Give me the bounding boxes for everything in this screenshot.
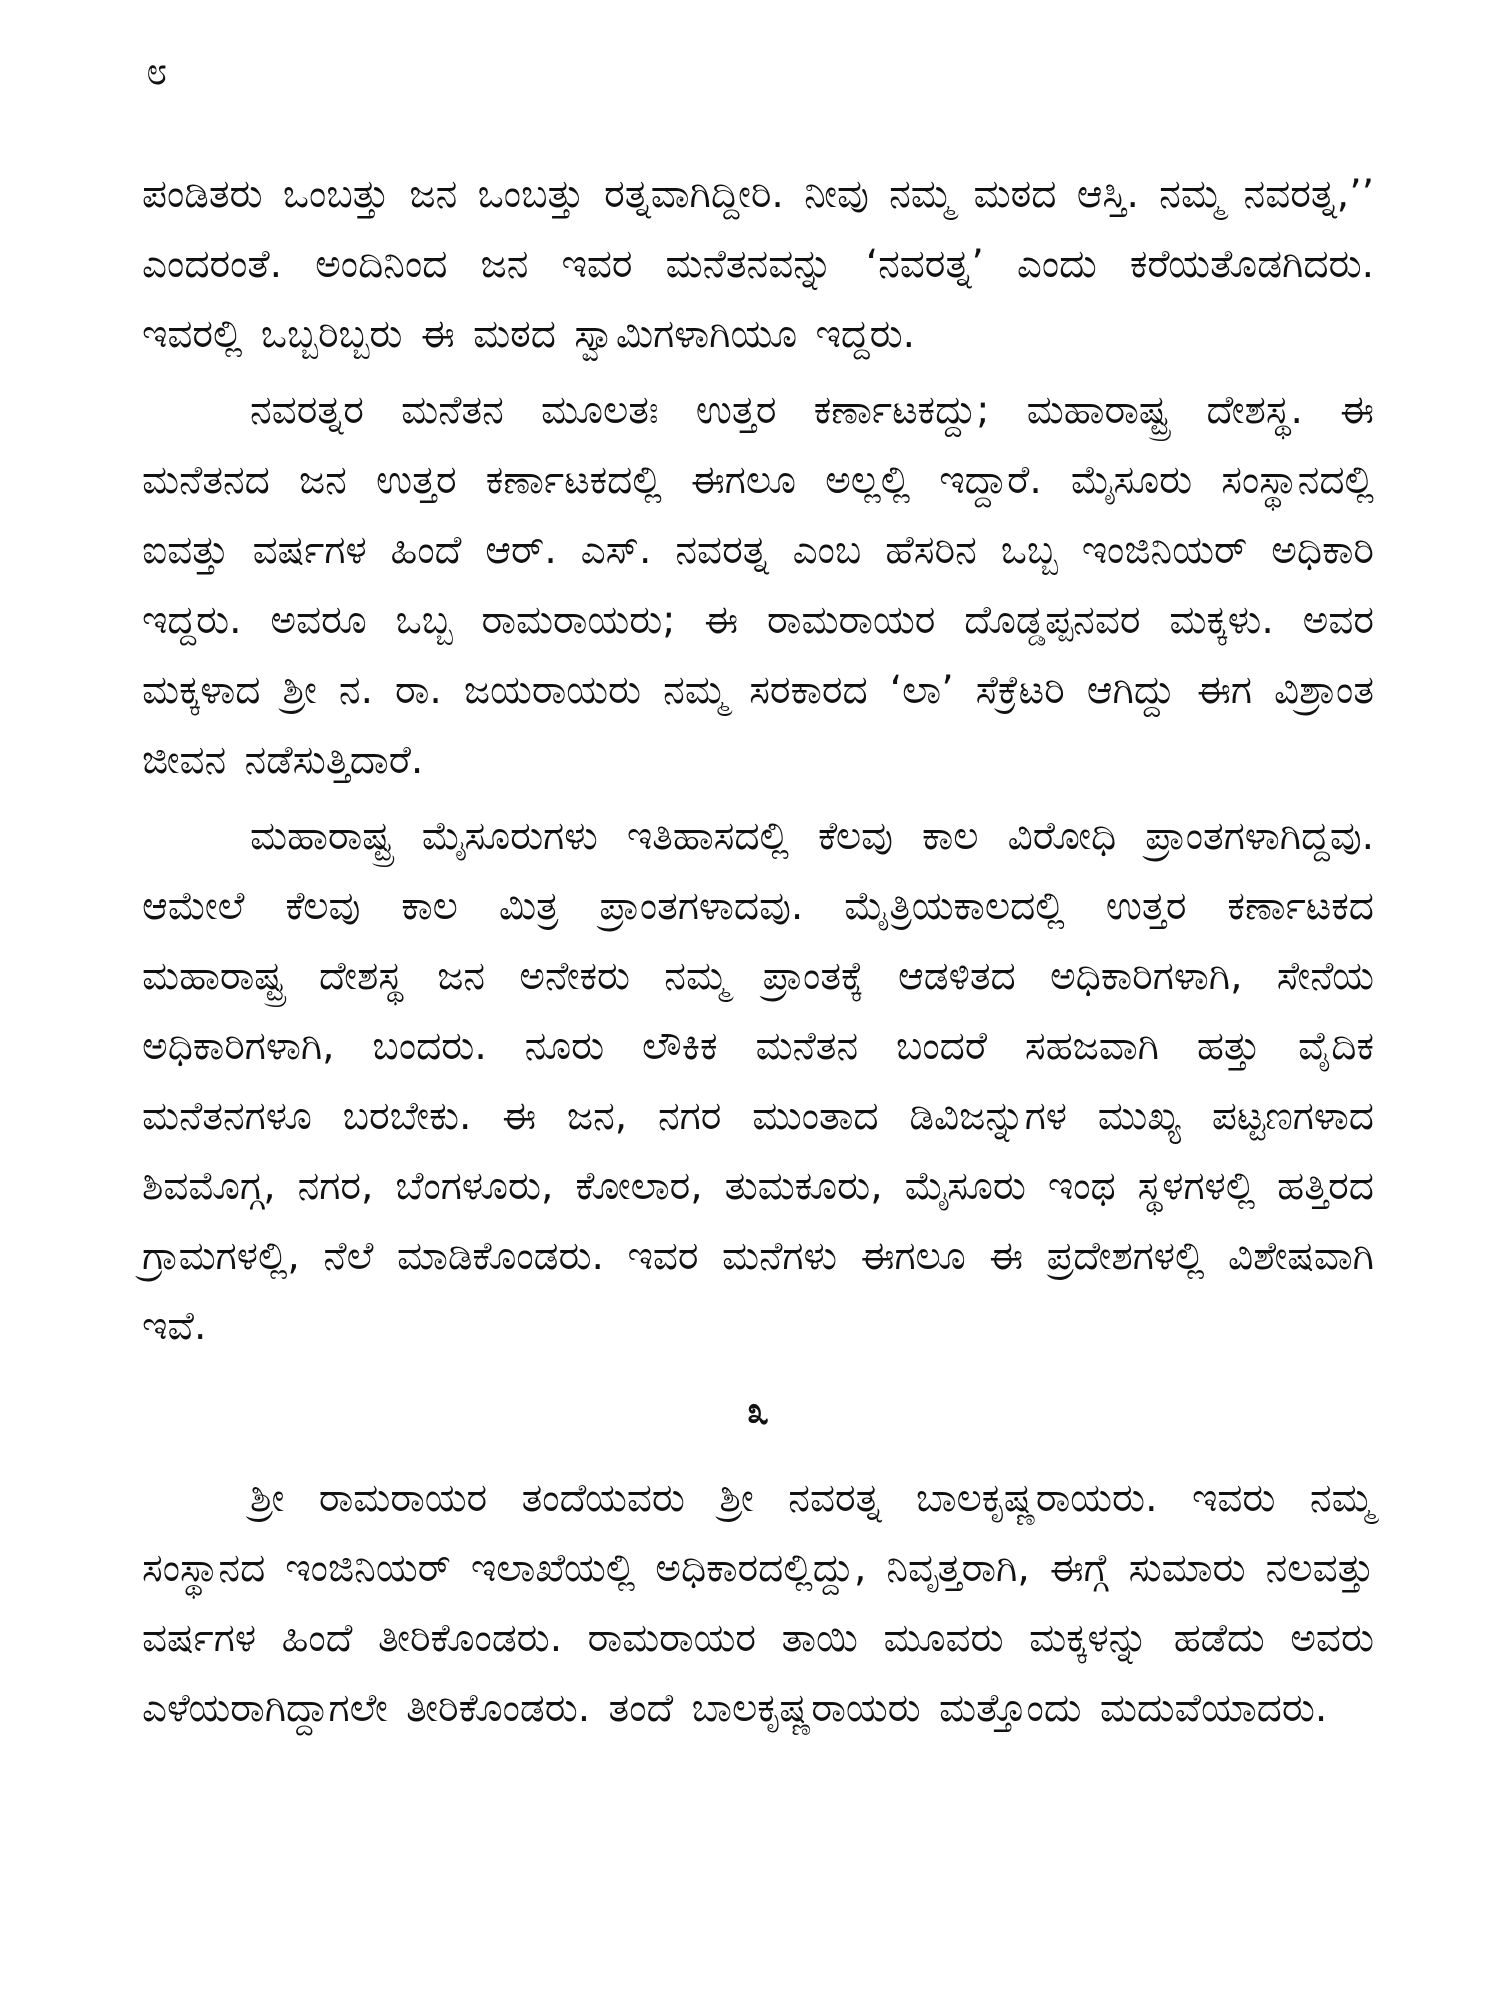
paragraph-1: ಪಂಡಿತರು ಒಂಬತ್ತು ಜನ ಒಂಬತ್ತು ರತ್ನವಾಗಿದ್ದೀರಿ. ನೀವು ನಮ್ಮ ಮಠದ ಆಸ್ತಿ. ನಮ್ಮ ನವರತ್ನ,’’ ಎಂದರಂತೆ. ಅಂದಿನಿಂದ ಜನ ಇವರ ಮನೆತನವನ್ನು ‘ನವರತ್ನ’ ಎಂದು ಕರೆಯತೊಡಗಿದರು. ಇವರಲ್ಲಿ ಒಬ್ಬರಿಬ್ಬರು ಈ ಮಠದ ಸ್ವಾಮಿಗಳಾಗಿಯೂ ಇದ್ದರು. [142,172,1374,357]
page-number: ೮ [146,49,168,93]
paragraph-3: ಮಹಾರಾಷ್ಟ್ರ ಮೈಸೂರುಗಳು ಇತಿಹಾಸದಲ್ಲಿ ಕೆಲವು ಕಾಲ ವಿರೋಧಿ ಪ್ರಾಂತಗಳಾಗಿದ್ದವು. ಆಮೇಲೆ ಕೆಲವು ಕಾಲ ಮಿತ್ರ ಪ್ರಾಂತಗಳಾದವು. ಮೈತ್ರಿಯಕಾಲದಲ್ಲಿ ಉತ್ತರ ಕರ್ಣಾಟಕದ ಮಹಾರಾಷ್ಟ್ರ ದೇಶಸ್ಥ ಜನ ಅನೇಕರು ನಮ್ಮ ಪ್ರಾಂತಕ್ಕೆ ಆಡಳಿತದ ಅಧಿಕಾರಿಗಳಾಗಿ, ಸೇನೆಯ ಅಧಿಕಾರಿಗಳಾಗಿ, ಬಂದರು. ನೂರು ಲೌಕಿಕ ಮನೆತನ ಬಂದರೆ ಸಹಜವಾಗಿ ಹತ್ತು ವೈದಿಕ ಮನೆತನಗಳೂ ಬರಬೇಕು. ಈ ಜನ, ನಗರ ಮುಂತಾದ ಡಿವಿಜನ್ನುಗಳ ಮುಖ್ಯ ಪಟ್ಟಣಗಳಾದ ಶಿವಮೊಗ್ಗ, ನಗರ, ಬೆಂಗಳೂರು, ಕೋಲಾರ, ತುಮಕೂರು, ಮೈಸೂರು ಇಂಥ ಸ್ಥಳಗಳಲ್ಲಿ ಹತ್ತಿರದ ಗ್ರಾಮಗಳಲ್ಲಿ, ನೆಲೆ ಮಾಡಿಕೊಂಡರು. ಇವರ ಮನೆಗಳು ಈಗಲೂ ಈ ಪ್ರದೇಶಗಳಲ್ಲಿ ವಿಶೇಷವಾಗಿ ಇವೆ. [142,814,1374,1349]
paragraph-4: ಶ್ರೀ ರಾಮರಾಯರ ತಂದೆಯವರು ಶ್ರೀ ನವರತ್ನ ಬಾಲಕೃಷ್ಣರಾಯರು. ಇವರು ನಮ್ಮ ಸಂಸ್ಥಾನದ ಇಂಜಿನಿಯರ್ ಇಲಾಖೆಯಲ್ಲಿ ಅಧಿಕಾರದಲ್ಲಿದ್ದು, ನಿವೃತ್ತರಾಗಿ, ಈಗ್ಗೆ ಸುಮಾರು ನಲವತ್ತು ವರ್ಷಗಳ ಹಿಂದೆ ತೀರಿಕೊಂಡರು. ರಾಮರಾಯರ ತಾಯಿ ಮೂವರು ಮಕ್ಕಳನ್ನು ಹಡೆದು ಅವರು ಎಳೆಯರಾಗಿದ್ದಾಗಲೇ ತೀರಿಕೊಂಡರು. ತಂದೆ ಬಾಲಕೃಷ್ಣರಾಯರು ಮತ್ತೊಂದು ಮದುವೆಯಾದರು. [142,1476,1374,1731]
page-body [142,160,1374,1750]
section-number: ೩ [746,1388,770,1434]
paragraph-2: ನವರತ್ನರ ಮನೆತನ ಮೂಲತಃ ಉತ್ತರ ಕರ್ಣಾಟಕದ್ದು; ಮಹಾರಾಷ್ಟ್ರ ದೇಶಸ್ಥ. ಈ ಮನೆತನದ ಜನ ಉತ್ತರ ಕರ್ಣಾಟಕದಲ್ಲಿ ಈಗಲೂ ಅಲ್ಲಲ್ಲಿ ಇದ್ದಾರೆ. ಮೈಸೂರು ಸಂಸ್ಥಾನದಲ್ಲಿ ಐವತ್ತು ವರ್ಷಗಳ ಹಿಂದೆ ಆರ್. ಎಸ್. ನವರತ್ನ ಎಂಬ ಹೆಸರಿನ ಒಬ್ಬ ಇಂಜಿನಿಯರ್ ಅಧಿಕಾರಿ ಇದ್ದರು. ಅವರೂ ಒಬ್ಬ ರಾಮರಾಯರು; ಈ ರಾಮರಾಯರ ದೊಡ್ಡಪ್ಪನವರ ಮಕ್ಕಳು. ಅವರ ಮಕ್ಕಳಾದ ಶ್ರೀ ನ. ರಾ. ಜಯರಾಯರು ನಮ್ಮ ಸರಕಾರದ ‘ಲಾ’ ಸೆಕ್ರೆಟರಿ ಆಗಿದ್ದು ಈಗ ವಿಶ್ರಾಂತ ಜೀವನ ನಡೆಸುತ್ತಿದಾರೆ. [142,388,1374,783]
